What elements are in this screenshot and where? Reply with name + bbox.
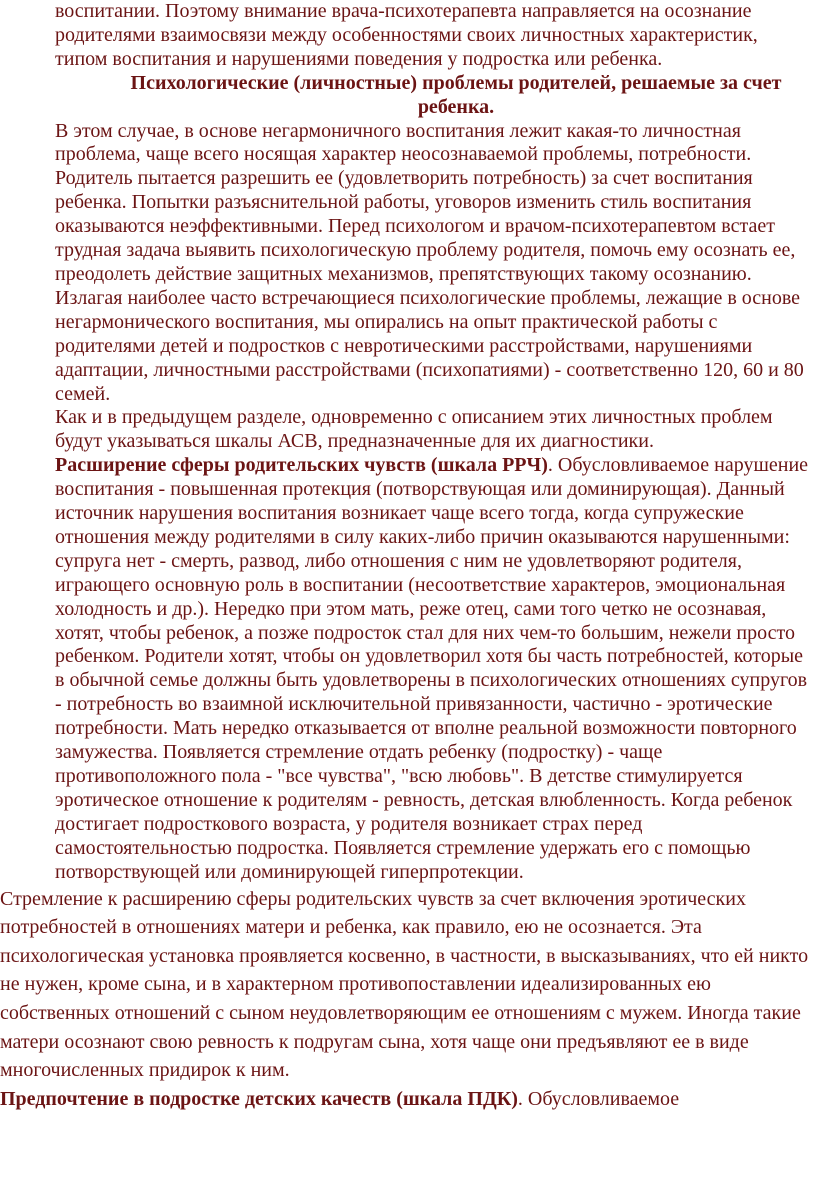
paragraph-rrch	[55, 454, 812, 884]
pdk-text: . Обусловливаемое	[517, 1087, 680, 1110]
rrch-text: . Обусловливаемое нарушение воспитания - повышенная протекция (потворствующая или доминирующая). Данный источник нарушения воспитания возникает чаще всего тогда, когда супружеские отношения между родителями в силу каких-либо причин оказываются нарушенными: супруга нет - смерть, развод, либо отношения с ним не удовлетворяют родителя, играющего основную роль в воспитании (несоответствие характеров, эмоциональная холодность и др.). Нередко при этом мать, реже отец, сами того четко не осознавая, хотят, чтобы ребенок, а позже подросток стал для них чем-то большим, нежели просто ребенком. Родители хотят, чтобы он удовлетворил хотя бы часть потребностей, которые в обычной семье должны быть удовлетворены в психологических отношениях супругов - потребность во взаимной исключительной привязанности, частично - эротические потребности. Мать нередко отказывается от вполне реальной возможности повторного замужества. Появляется стремление отдать ребенку (подростку) - чаще противоположного пола - "все чувства", "всю любовь". В детстве стимулируется эротическое отношение к родителям - ревность, детская влюбленность. Когда ребенок достигает подросткового возраста, у родителя возникает страх перед самостоятельностью подростка. Появляется стремление удержать его с помощью потворствующей или доминирующей гиперпротекции.	[55, 454, 809, 883]
section-heading: Психологические (личностные) проблемы родителей, решаемые за счет ребенка.	[130, 71, 782, 118]
paragraph-scales: Как и в предыдущем разделе, одновременно с описанием этих личностных проблем будут указываться шкалы АСВ, предназначенные для их диагностики.	[55, 406, 773, 453]
pdk-heading: Предпочтение в подростке детских качеств (шкала ПДК)	[0, 1087, 518, 1110]
paragraph-problem: В этом случае, в основе негармоничного воспитания лежит какая-то личностная проблема, чаще всего носящая характер неосознаваемой проблемы, потребности. Родитель пытается разрешить ее (удовлетворить потребность) за счет воспитания ребенка. Попытки разъяснительной работы, уговоров изменить стиль воспитания оказываются неэффективными. Перед психологом и врачом-психотерапевтом встает трудная задача выявить психологическую проблему родителя, помочь ему осознать ее, преодолеть действие защитных механизмов, препятствующих такому осознанию.	[55, 119, 796, 285]
paragraph-pdk	[0, 1085, 816, 1114]
rrch-heading: Расширение сферы родительских чувств (шкала РРЧ)	[55, 454, 548, 477]
paragraph-intro: воспитании. Поэтому внимание врача-психотерапевта направляется на осознание родителями взаимосвязи между особенностями своих личностных характеристик, типом воспитания и нарушениями поведения у подростка или ребенка.	[55, 0, 758, 70]
paragraph-experience: Излагая наиболее часто встречающиеся психологические проблемы, лежащие в основе негармонического воспитания, мы опирались на опыт практической работы с родителями детей и подростков с невротическими расстройствами, нарушениями адаптации, личностными расстройствами (психопатиями) - соответственно 120, 60 и 80 семей.	[55, 286, 804, 405]
paragraph-erotic-needs: Стремление к расширению сферы родительских чувств за счет включения эротических потребностей в отношениях матери и ребенка, как правило, ею не осознается. Эта психологическая установка проявляется косвенно, в частности, в высказываниях, что ей никто не нужен, кроме сына, и в характерном противопоставлении идеализированных ею собственных отношений с сыном неудовлетворяющим ее отношениям с мужем. Иногда такие матери осознают свою ревность к подругам сына, хотя чаще они предъявляют ее в виде многочисленных придирок к ним.	[0, 887, 809, 1082]
